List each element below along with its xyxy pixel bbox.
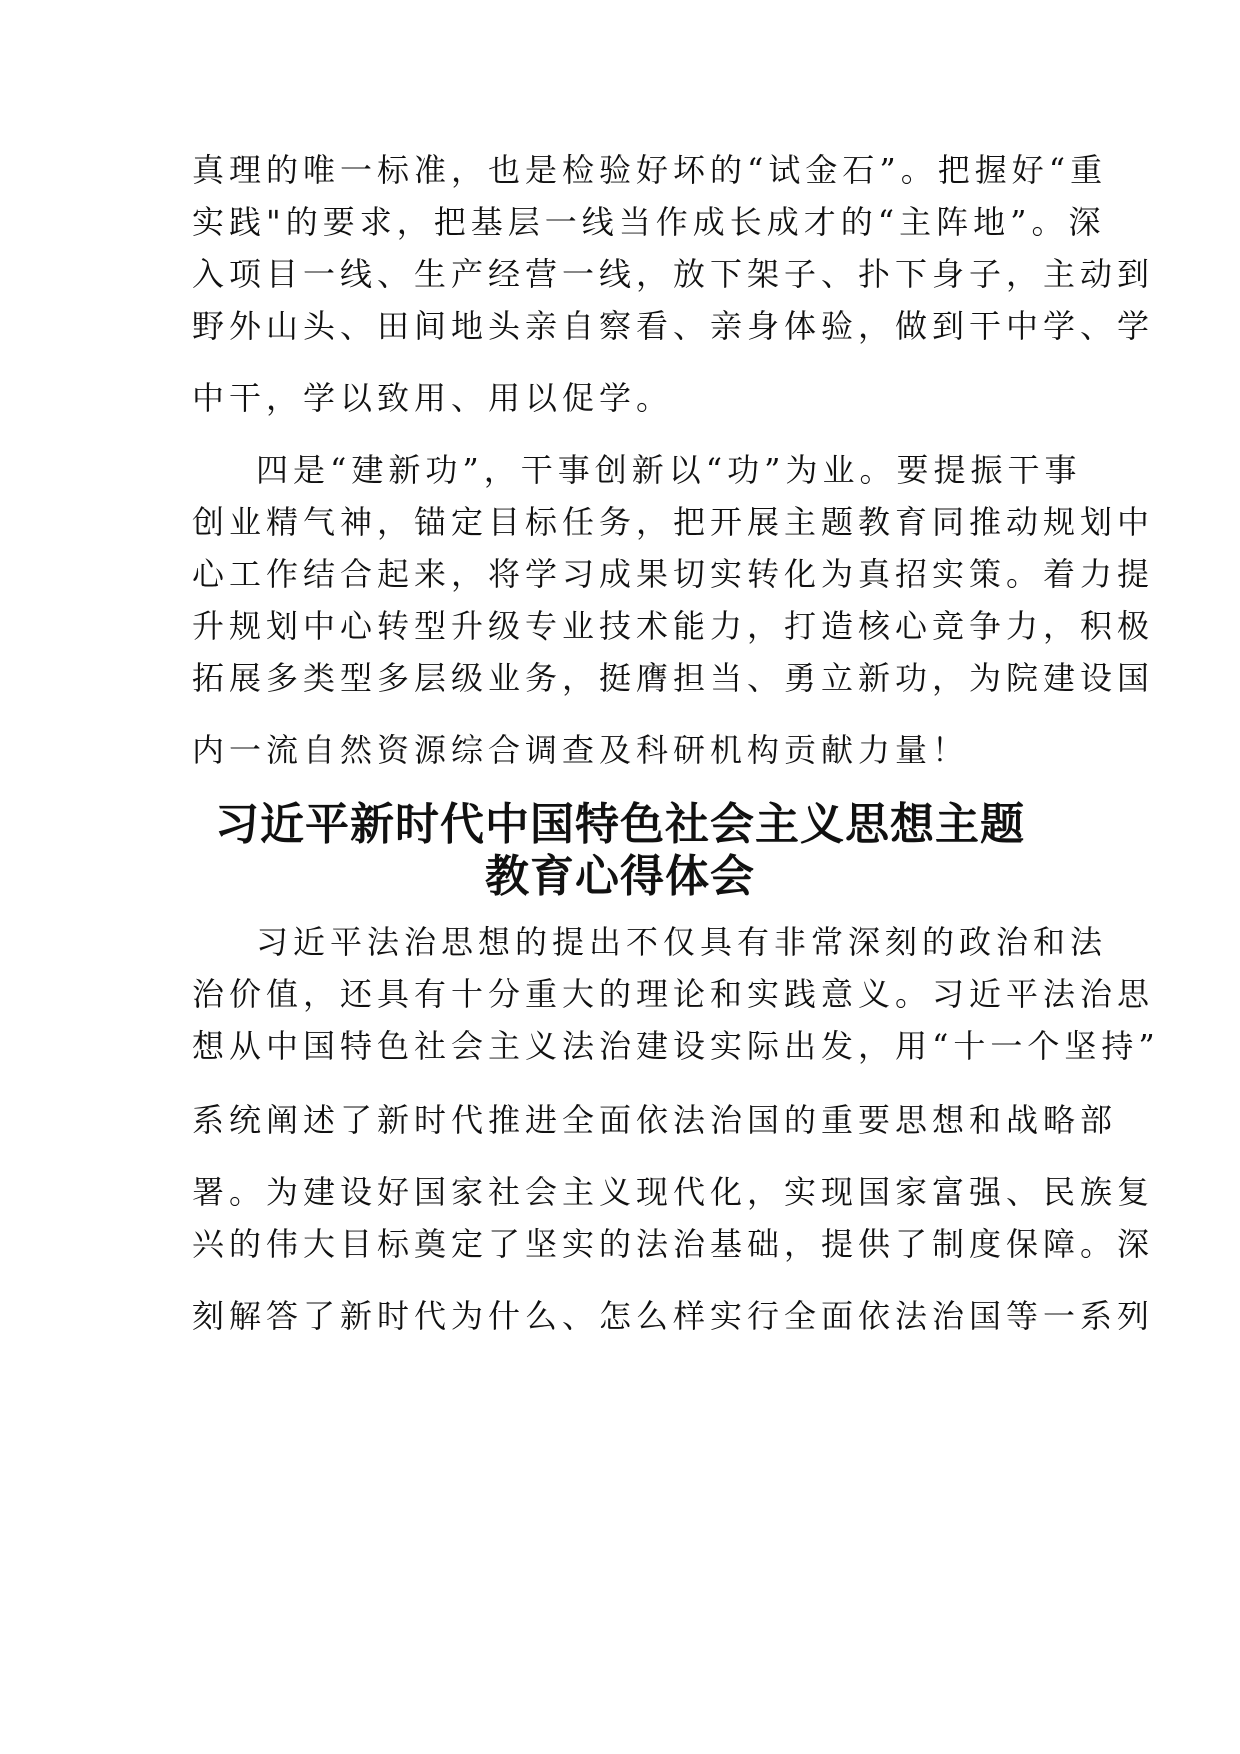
paragraph-line: 心工作结合起来，将学习成果切实转化为真招实策。着力提 (192, 555, 1155, 593)
paragraph-line: 内一流自然资源综合调查及科研机构贡献力量！ (192, 731, 970, 769)
paragraph-line: 真理的唯一标准，也是检验好坏的“试金石”。把握好“重 (192, 151, 1108, 189)
paragraph-line: 治价值，还具有十分重大的理论和实践意义。习近平法治思 (192, 975, 1155, 1013)
paragraph-line: 四是“建新功”，干事创新以“功”为业。要提振干事 (256, 451, 1082, 489)
paragraph-line: 兴的伟大目标奠定了坚实的法治基础，提供了制度保障。深 (192, 1225, 1155, 1263)
paragraph-line: 拓展多类型多层级业务，挺膺担当、勇立新功，为院建设国 (192, 659, 1155, 697)
paragraph-line: 习近平法治思想的提出不仅具有非常深刻的政治和法 (256, 923, 1108, 961)
paragraph-line: 升规划中心转型升级专业技术能力，打造核心竞争力，积极 (192, 607, 1155, 645)
paragraph-line: 入项目一线、生产经营一线，放下架子、扑下身子，主动到 (192, 255, 1155, 293)
paragraph-line: 系统阐述了新时代推进全面依法治国的重要思想和战略部 (192, 1101, 1118, 1139)
document-title: 教育心得体会 (485, 851, 755, 902)
paragraph-line: 中干，学以致用、用以促学。 (192, 379, 674, 417)
paragraph-line: 野外山头、田间地头亲自察看、亲身体验，做到干中学、学 (192, 307, 1155, 345)
document-title: 习近平新时代中国特色社会主义思想主题 (215, 799, 1025, 850)
paragraph-line: 署。为建设好国家社会主义现代化，实现国家富强、民族复 (192, 1173, 1155, 1211)
paragraph-line: 想从中国特色社会主义法治建设实际出发，用“十一个坚持” (192, 1027, 1160, 1065)
paragraph-line: 刻解答了新时代为什么、怎么样实行全面依法治国等一系列 (192, 1297, 1155, 1335)
paragraph-line: 实践"的要求，把基层一线当作成长成才的“主阵地”。深 (192, 203, 1106, 241)
paragraph-line: 创业精气神，锚定目标任务，把开展主题教育同推动规划中 (192, 503, 1155, 541)
